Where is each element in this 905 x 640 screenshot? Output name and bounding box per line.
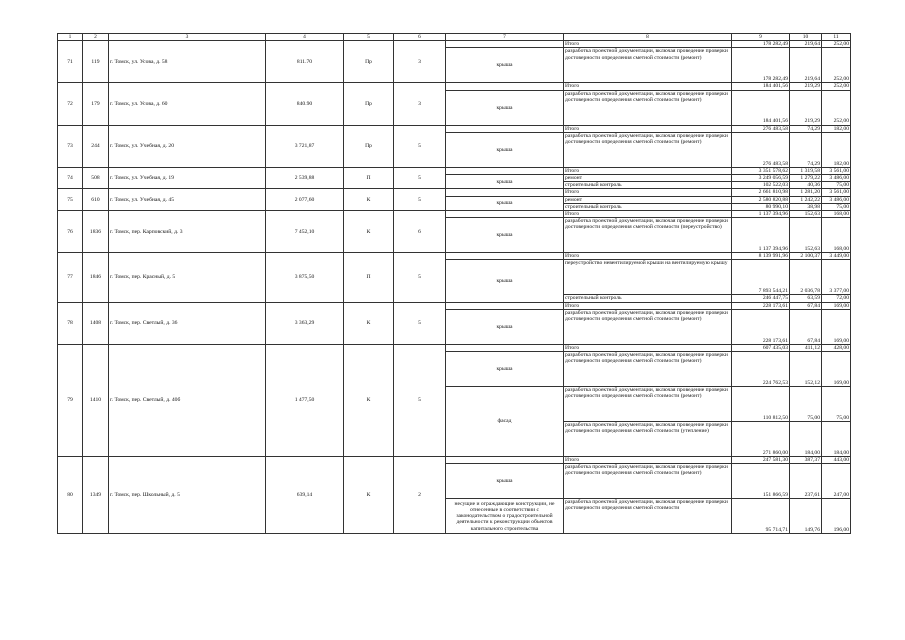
column-header-2: 2 <box>83 34 109 41</box>
wall-material: К <box>344 189 394 211</box>
floor-count: 5 <box>394 125 446 167</box>
house-id: 1408 <box>83 302 109 344</box>
floor-count: 2 <box>394 457 446 534</box>
total-cost: 276 483,58 <box>732 125 790 132</box>
total-unit-cost: 2 100,37 <box>790 253 822 260</box>
structural-element: крыша <box>446 48 564 83</box>
house-area: 3 875,50 <box>266 253 344 302</box>
element-cell <box>446 167 564 174</box>
work-unit-cost: 67,84 <box>790 309 822 344</box>
work-limit-cost: 3 486,00 <box>822 196 851 203</box>
table-row <box>58 125 851 132</box>
total-limit-cost: 252,00 <box>822 41 851 48</box>
total-unit-cost: 152,63 <box>790 211 822 218</box>
house-id: 610 <box>83 189 109 211</box>
column-header-1: 1 <box>58 34 83 41</box>
house-area: 2 539,88 <box>266 167 344 189</box>
total-unit-cost: 411,12 <box>790 344 822 351</box>
total-cost: 247 581,30 <box>732 457 790 464</box>
house-address: г. Томск, пер. Школьный, д. 5 <box>109 457 266 534</box>
work-limit-cost: 252,00 <box>822 90 851 125</box>
work-unit-cost: 152,12 <box>790 352 822 387</box>
total-limit-cost: 428,00 <box>822 344 851 351</box>
house-id: 1410 <box>83 344 109 456</box>
floor-count: 5 <box>394 253 446 302</box>
element-cell <box>446 125 564 132</box>
work-limit-cost: 182,00 <box>822 132 851 167</box>
table-body <box>58 41 851 534</box>
element-cell <box>446 189 564 196</box>
work-unit-cost: 152,63 <box>790 218 822 253</box>
house-address: г. Томск, пер. Карповский, д. 3 <box>109 211 266 253</box>
work-limit-cost: 169,00 <box>822 309 851 344</box>
work-limit-cost: 196,00 <box>822 499 851 534</box>
row-number: 74 <box>58 167 83 189</box>
column-header-6: 6 <box>394 34 446 41</box>
work-unit-cost: 184,00 <box>790 422 822 457</box>
work-cost: 178 282,49 <box>732 48 790 83</box>
structural-element: крыша <box>446 218 564 253</box>
total-label: Итого <box>564 167 732 174</box>
house-id: 179 <box>83 83 109 125</box>
house-area: 3 363,29 <box>266 302 344 344</box>
work-unit-cost: 74,29 <box>790 132 822 167</box>
total-cost: 3 351 578,62 <box>732 167 790 174</box>
table-row <box>58 457 851 464</box>
house-area: 639,14 <box>266 457 344 534</box>
table-row <box>58 41 851 48</box>
work-type: строительный контроль <box>564 295 732 302</box>
work-limit-cost: 184,00 <box>822 422 851 457</box>
house-address: г. Томск, пер. Красный, д. 5 <box>109 253 266 302</box>
work-type: разработка проектной документации, включая проведение проверки достоверности определения сметной стоимости (ремонт) <box>564 90 732 125</box>
work-type: переустройство невентилируемой крыши на вентилируемую крышу <box>564 260 732 295</box>
work-unit-cost: 219,64 <box>790 48 822 83</box>
work-limit-cost: 75,00 <box>822 182 851 189</box>
total-limit-cost: 169,00 <box>822 302 851 309</box>
total-limit-cost: 3 561,00 <box>822 189 851 196</box>
table-row <box>58 253 851 260</box>
table-row <box>58 211 851 218</box>
table-row <box>58 189 851 196</box>
work-unit-cost: 38,98 <box>790 203 822 210</box>
row-number: 72 <box>58 83 83 125</box>
work-limit-cost: 168,00 <box>822 218 851 253</box>
row-number: 80 <box>58 457 83 534</box>
work-type: разработка проектной документации, включая проведение проверки достоверности определения сметной стоимости (ремонт) <box>564 464 732 499</box>
element-cell <box>446 41 564 48</box>
total-limit-cost: 3 449,00 <box>822 253 851 260</box>
work-type: разработка проектной документации, включая проведение проверки достоверности определения сметной стоимости (переустройство) <box>564 218 732 253</box>
total-unit-cost: 219,29 <box>790 83 822 90</box>
work-unit-cost: 237,61 <box>790 464 822 499</box>
row-number: 77 <box>58 253 83 302</box>
total-limit-cost: 443,00 <box>822 457 851 464</box>
work-type: разработка проектной документации, включая проведение проверки достоверности определения сметной стоимости (ремонт) <box>564 387 732 422</box>
work-type: разработка проектной документации, включая проведение проверки достоверности определения сметной стоимости (ремонт) <box>564 309 732 344</box>
total-unit-cost: 74,29 <box>790 125 822 132</box>
work-limit-cost: 75,00 <box>822 387 851 422</box>
wall-material: Пр <box>344 83 394 125</box>
total-label: Итого <box>564 125 732 132</box>
row-number: 76 <box>58 211 83 253</box>
house-address: г. Томск, пер. Светлый, д. 36 <box>109 302 266 344</box>
work-unit-cost: 149,76 <box>790 499 822 534</box>
column-header-3: 3 <box>109 34 266 41</box>
element-cell <box>446 344 564 351</box>
work-unit-cost: 219,29 <box>790 90 822 125</box>
column-header-7: 7 <box>446 34 564 41</box>
wall-material: К <box>344 211 394 253</box>
structural-element: крыша <box>446 196 564 210</box>
house-area: 1 477,50 <box>266 344 344 456</box>
element-cell <box>446 211 564 218</box>
total-cost: 178 282,49 <box>732 41 790 48</box>
house-address: г. Томск, ул. Усова, д. 58 <box>109 41 266 83</box>
total-unit-cost: 1 281,20 <box>790 189 822 196</box>
total-unit-cost: 387,37 <box>790 457 822 464</box>
total-label: Итого <box>564 41 732 48</box>
house-area: 811.70 <box>266 41 344 83</box>
floor-count: 5 <box>394 189 446 211</box>
element-cell <box>446 302 564 309</box>
work-limit-cost: 3 486,00 <box>822 175 851 182</box>
house-id: 508 <box>83 167 109 189</box>
structural-element: крыша <box>446 464 564 499</box>
work-limit-cost: 247,00 <box>822 464 851 499</box>
work-limit-cost: 252,00 <box>822 48 851 83</box>
wall-material: Пр <box>344 41 394 83</box>
element-cell <box>446 457 564 464</box>
work-type: разработка проектной документации, включая проведение проверки достоверности определения сметной стоимости (ремонт) <box>564 48 732 83</box>
structural-element: крыша <box>446 132 564 167</box>
work-cost: 224 762,53 <box>732 352 790 387</box>
work-limit-cost: 75,00 <box>822 203 851 210</box>
work-unit-cost: 75,00 <box>790 387 822 422</box>
work-cost: 110 812,50 <box>732 387 790 422</box>
work-type: ремонт <box>564 175 732 182</box>
house-area: 2 077,60 <box>266 189 344 211</box>
house-address: г. Томск, ул. Учебная, д. 45 <box>109 189 266 211</box>
work-type: разработка проектной документации, включая проведение проверки достоверности определения сметной стоимости (утепление) <box>564 422 732 457</box>
structural-element: крыша <box>446 352 564 387</box>
total-label: Итого <box>564 211 732 218</box>
floor-count: 3 <box>394 83 446 125</box>
total-label: Итого <box>564 302 732 309</box>
total-cost: 184 401,56 <box>732 83 790 90</box>
work-cost: 102 522,03 <box>732 182 790 189</box>
wall-material: К <box>344 457 394 534</box>
house-id: 244 <box>83 125 109 167</box>
wall-material: К <box>344 302 394 344</box>
total-unit-cost: 1 319,58 <box>790 167 822 174</box>
work-type: разработка проектной документации, включая проведение проверки достоверности определения сметной стоимости (ремонт) <box>564 352 732 387</box>
wall-material: Пр <box>344 125 394 167</box>
work-type: строительный контроль <box>564 203 732 210</box>
total-limit-cost: 182,00 <box>822 125 851 132</box>
work-unit-cost: 63,59 <box>790 295 822 302</box>
table-row <box>58 167 851 174</box>
structural-element: крыша <box>446 90 564 125</box>
total-limit-cost: 3 561,00 <box>822 167 851 174</box>
house-address: г. Томск, ул. Учебная, д. 19 <box>109 167 266 189</box>
total-cost: 2 661 810,98 <box>732 189 790 196</box>
work-cost: 151 866,59 <box>732 464 790 499</box>
column-header-8: 8 <box>564 34 732 41</box>
work-type: разработка проектной документации, включая проведение проверки достоверности определения сметной стоимости <box>564 499 732 534</box>
floor-count: 3 <box>394 41 446 83</box>
column-header-5: 5 <box>344 34 394 41</box>
house-id: 1846 <box>83 253 109 302</box>
repair-schedule-table <box>57 33 851 534</box>
total-label: Итого <box>564 344 732 351</box>
structural-element: несущие и ограждающие конструкции, не отнесенные в соответствии с законодательством о градостроительной деятельности к реконструкции объектов капитального строительства <box>446 499 564 534</box>
structural-element: фасад <box>446 387 564 457</box>
floor-count: 5 <box>394 302 446 344</box>
table-row <box>58 302 851 309</box>
house-id: 1349 <box>83 457 109 534</box>
work-cost: 184 401,56 <box>732 90 790 125</box>
floor-count: 6 <box>394 211 446 253</box>
total-unit-cost: 67,84 <box>790 302 822 309</box>
total-cost: 8 139 991,96 <box>732 253 790 260</box>
floor-count: 5 <box>394 167 446 189</box>
row-number: 79 <box>58 344 83 456</box>
floor-count: 5 <box>394 344 446 456</box>
house-id: 1836 <box>83 211 109 253</box>
work-cost: 95 714,71 <box>732 499 790 534</box>
house-area: 840.90 <box>266 83 344 125</box>
header-row <box>58 34 851 41</box>
work-limit-cost: 3 377,00 <box>822 260 851 295</box>
structural-element: крыша <box>446 175 564 189</box>
column-header-10: 10 <box>790 34 822 41</box>
row-number: 73 <box>58 125 83 167</box>
total-cost: 607 435,03 <box>732 344 790 351</box>
table-header <box>58 34 851 41</box>
row-number: 71 <box>58 41 83 83</box>
table-row <box>58 83 851 90</box>
work-cost: 2 580 820,88 <box>732 196 790 203</box>
work-cost: 7 893 544,21 <box>732 260 790 295</box>
total-cost: 1 137 394,96 <box>732 211 790 218</box>
column-header-11: 11 <box>822 34 851 41</box>
total-label: Итого <box>564 83 732 90</box>
work-cost: 246 447,75 <box>732 295 790 302</box>
work-cost: 228 173,61 <box>732 309 790 344</box>
element-cell <box>446 253 564 260</box>
work-limit-cost: 169,00 <box>822 352 851 387</box>
structural-element: крыша <box>446 309 564 344</box>
work-cost: 271 860,00 <box>732 422 790 457</box>
house-area: 3 721,87 <box>266 125 344 167</box>
work-cost: 3 249 056,59 <box>732 175 790 182</box>
work-cost: 276 483,58 <box>732 132 790 167</box>
house-id: 119 <box>83 41 109 83</box>
wall-material: П <box>344 167 394 189</box>
work-unit-cost: 2 036,78 <box>790 260 822 295</box>
total-label: Итого <box>564 189 732 196</box>
row-number: 78 <box>58 302 83 344</box>
house-area: 7 452,10 <box>266 211 344 253</box>
work-unit-cost: 40,36 <box>790 182 822 189</box>
work-unit-cost: 1 279,22 <box>790 175 822 182</box>
work-cost: 1 137 394,96 <box>732 218 790 253</box>
work-limit-cost: 72,00 <box>822 295 851 302</box>
total-unit-cost: 219,64 <box>790 41 822 48</box>
row-number: 75 <box>58 189 83 211</box>
total-limit-cost: 252,00 <box>822 83 851 90</box>
work-unit-cost: 1 242,22 <box>790 196 822 203</box>
house-address: г. Томск, ул. Усова, д. 60 <box>109 83 266 125</box>
total-label: Итого <box>564 457 732 464</box>
work-type: ремонт <box>564 196 732 203</box>
element-cell <box>446 83 564 90</box>
structural-element: крыша <box>446 260 564 302</box>
work-type: строительный контроль <box>564 182 732 189</box>
total-label: Итого <box>564 253 732 260</box>
total-limit-cost: 168,00 <box>822 211 851 218</box>
wall-material: П <box>344 253 394 302</box>
work-cost: 80 990,10 <box>732 203 790 210</box>
wall-material: К <box>344 344 394 456</box>
column-header-9: 9 <box>732 34 790 41</box>
total-cost: 228 173,61 <box>732 302 790 309</box>
column-header-4: 4 <box>266 34 344 41</box>
table-row <box>58 344 851 351</box>
house-address: г. Томск, ул. Учебная, д. 20 <box>109 125 266 167</box>
work-type: разработка проектной документации, включая проведение проверки достоверности определения сметной стоимости (ремонт) <box>564 132 732 167</box>
house-address: г. Томск, пер. Светлый, д. 40б <box>109 344 266 456</box>
